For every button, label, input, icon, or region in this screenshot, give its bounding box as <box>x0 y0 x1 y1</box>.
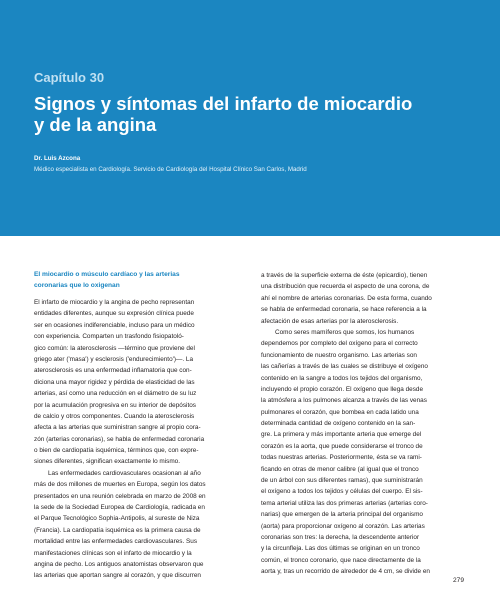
text-line: el Parque Tecnológico Sophia-Antipolis, al sureste de Niza <box>34 515 200 523</box>
right-column <box>261 270 467 578</box>
text-line: manifestaciones clínicas son el infarto de miocardio y la <box>34 549 192 557</box>
text-line: o bien de cardiopatía isquémica, términos que, con expre- <box>34 447 199 455</box>
text-line: afecta a las arterias que suministran sangre al propio cora- <box>34 424 201 432</box>
text-line: se habla de enfermedad coronaria, se hace referencia a la <box>261 306 427 314</box>
text-line: (aorta) para proporcionar oxígeno al corazón. Las arterias <box>261 522 425 530</box>
text-line: entidades diferentes, aunque su expresión clínica puede <box>34 310 194 318</box>
text-line: diciona una mayor rigidez y pérdida de elasticidad de las <box>34 378 195 386</box>
text-line: dependemos por completo del oxígeno para el correcto <box>261 340 418 348</box>
section-heading-line-2: coronarias que lo oxigenan <box>34 281 120 289</box>
text-line: afectación de esas arterias por la aterosclerosis. <box>261 317 399 325</box>
author-affiliation: Médico especialista en Cardiología. Servicio de Cardiología del Hospital Clínico San Carlos, Madrid <box>34 166 307 173</box>
text-line: por la acumulación progresiva en su interior de depósitos <box>34 401 196 409</box>
right-column-text <box>261 270 467 578</box>
page-number: 279 <box>453 577 465 584</box>
text-line: (Francia). La cardiopatía isquémica es la primera causa de <box>34 526 201 534</box>
text-line: corazón es la aorta, que puede considerarse el tronco de <box>261 442 423 450</box>
text-line: ficando en otras de menor calibre (al igual que el tronco <box>261 465 419 473</box>
text-line: la atmósfera a los pulmones alcanza a través de las venas <box>261 397 427 405</box>
text-line: de calcio y otros componentes. Cuando la aterosclerosis <box>34 412 195 420</box>
text-line: de un árbol con sus diferentes ramas), que suministrarán <box>261 477 423 485</box>
text-line: angina de pecho. Los antiguos anatomistas observaron que <box>34 560 204 568</box>
text-line: todas nuestras arterias. Posteriormente, ésta se va rami- <box>261 454 422 462</box>
text-line: pulmonares el corazón, que bombea en cada latido una <box>261 408 419 416</box>
text-line: gico común: la aterosclerosis —término que proviene del <box>34 344 195 352</box>
chapter-label: Capítulo 30 <box>34 70 105 85</box>
text-line: más de dos millones de muertes en Europa, según los datos <box>34 481 206 489</box>
text-line: determinada cantidad de oxígeno contenido en la san- <box>261 420 416 428</box>
chapter-title-line-2: y de la angina <box>34 114 157 135</box>
text-line: ser en ocasiones indiferenciable, incluso para un médico <box>34 321 195 329</box>
text-line: las arterias que aportan sangre al corazón, y que discurren <box>34 572 201 580</box>
chapter-title-line-1: Signos y síntomas del infarto de miocardio <box>34 93 413 114</box>
text-line: las cañerías a través de las cuales se distribuye el oxígeno <box>261 363 428 371</box>
text-line: y la circunfleja. Las dos últimas se originan en un tronco <box>261 545 420 553</box>
text-line: coronarias son tres: la derecha, la descendente anterior <box>261 533 420 541</box>
author-name: Dr. Luis Azcona <box>34 155 81 162</box>
left-column-text <box>34 297 240 582</box>
text-line: contenido en la sangre a todos los tejidos del organismo, <box>261 374 423 382</box>
text-line: aorta y, tras un recorrido de alrededor de 4 cm, se divide en <box>261 568 430 576</box>
text-line: el oxígeno a todos los tejidos y células del cuerpo. El sis- <box>261 488 423 496</box>
text-line: una distribución que recuerda el aspecto de una corona, de <box>261 283 430 291</box>
text-line: tema arterial utiliza las dos primeras arterias (arterias coro- <box>261 499 428 507</box>
text-line: ahí el nombre de arterias coronarias. De esta forma, cuando <box>261 294 432 302</box>
text-line: funcionamiento de nuestro organismo. Las arterias son <box>261 351 417 359</box>
chapter-banner <box>0 0 500 236</box>
text-line: mortalidad entre las enfermedades cardiovasculares. Sus <box>34 538 198 546</box>
section-heading <box>34 270 240 294</box>
text-line: a través de la superficie externa de éste (epicardio), tienen <box>261 272 428 279</box>
section-heading-line-1: El miocardio o músculo cardíaco y las arterias <box>34 271 180 278</box>
text-line: arterias, así como una reducción en el diámetro de su luz <box>34 390 197 398</box>
chapter-title <box>34 93 474 135</box>
text-line: común, el tronco coronario, que nace directamente de la <box>261 556 421 564</box>
text-line: Las enfermedades cardiovasculares ocasionan al año <box>48 469 201 477</box>
text-line: presentados en una reunión celebrada en marzo de 2008 en <box>34 492 206 500</box>
text-line: gre. La primera y más importante arteria que emerge del <box>261 431 422 439</box>
text-line: aterosclerosis es una enfermedad inflamatoria que con- <box>34 367 192 375</box>
text-line: zón (arterias coronarias), se habla de enfermedad coronaria <box>34 435 205 443</box>
text-line: incluyendo el propio corazón. El oxígeno que llega desde <box>261 385 424 393</box>
text-line: narias) que emergen de la arteria principal del organismo <box>261 511 423 519</box>
text-line: con experiencia. Comparten un trasfondo fisiopatoló- <box>34 333 184 341</box>
left-column <box>34 270 240 582</box>
text-line: El infarto de miocardio y la angina de pecho representan <box>34 299 195 306</box>
text-line: Como seres mamíferos que somos, los humanos <box>275 328 415 336</box>
text-line: la sede de la Sociedad Europea de Cardiología, radicada en <box>34 504 205 512</box>
text-line: siones diferentes, significan exactamente lo mismo. <box>34 458 180 466</box>
text-line: griego ater ('masa') y esclerosis ('endurecimiento')—. La <box>34 355 194 363</box>
